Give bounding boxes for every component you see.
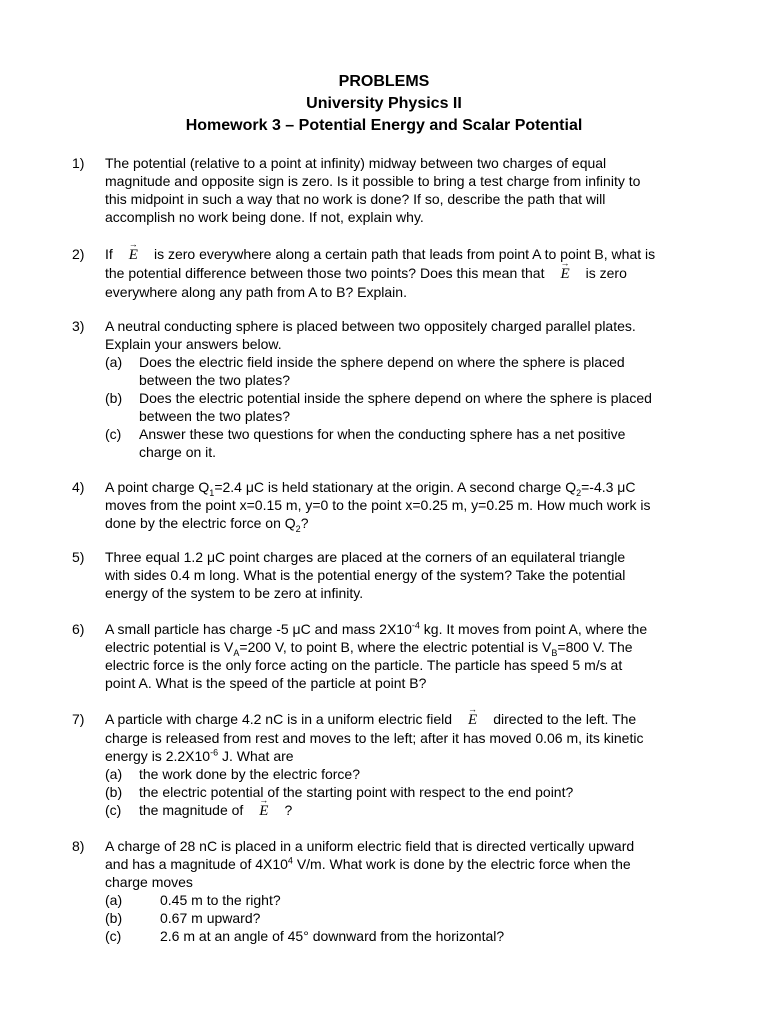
text-line: Three equal 1.2 μC point charges are placed at the corners of an equilateral triangle	[105, 549, 626, 565]
text-line: magnitude and opposite sign is zero. Is it possible to bring a test charge from infinity to	[105, 173, 641, 189]
text-line: electric force is the only force acting on the particle. The particle has speed 5 m/s at	[105, 657, 623, 673]
problem-number: 4)	[72, 479, 85, 495]
text-span: done by the electric force on Q	[105, 515, 296, 531]
sub-question-c	[105, 425, 712, 461]
text-line: everywhere along any path from A to B? Explain.	[105, 284, 407, 300]
text-line: the electric potential of the starting point with respect to the end point?	[139, 784, 574, 800]
text-line: The potential (relative to a point at infinity) midway between two charges of equal	[105, 155, 607, 171]
text-line: 0.45 m to the right?	[160, 892, 281, 908]
text-line: Does the electric field inside the sphere depend on where the sphere is placed	[139, 354, 625, 370]
text-span: is zero	[585, 265, 627, 281]
text-span: energy is 2.2X10	[105, 748, 211, 764]
text-span: =800 V. The	[557, 639, 633, 655]
sub-label: (c)	[105, 928, 122, 944]
text-span: A point charge Q	[105, 479, 210, 495]
text-line: Answer these two questions for when the conducting sphere has a net positive	[139, 426, 626, 442]
text-span: =-4.3 μC	[581, 479, 636, 495]
problem-8	[72, 837, 712, 945]
vector-e-symbol: → E	[558, 265, 571, 283]
superscript: -4	[411, 620, 420, 631]
text-line: accomplish no work being done. If not, explain why.	[105, 209, 424, 225]
text-line: charge on it.	[139, 444, 217, 460]
problem-5	[72, 548, 712, 602]
sub-question-b	[105, 783, 712, 801]
text-span: ?	[284, 802, 293, 818]
text-span: J. What are	[218, 748, 294, 764]
text-line: A neutral conducting sphere is placed between two oppositely charged parallel plates.	[105, 318, 636, 334]
text-line: energy of the system to be zero at infinity.	[105, 585, 364, 601]
superscript: -6	[210, 747, 219, 758]
problem-number: 2)	[72, 246, 85, 262]
text-line: 2.6 m at an angle of 45° downward from the horizontal?	[160, 928, 505, 944]
text-span: A particle with charge 4.2 nC is in a uniform electric field	[105, 711, 453, 727]
problem-7	[72, 710, 712, 820]
header-homework-title: Homework 3 – Potential Energy and Scalar Potential	[185, 117, 583, 134]
text-span: directed to the left. The	[493, 711, 637, 727]
text-line: A charge of 28 nC is placed in a uniform electric field that is directed vertically upward	[105, 838, 635, 854]
problem-number: 7)	[72, 711, 85, 727]
text-span: and has a magnitude of 4X10	[105, 856, 288, 872]
text-line: with sides 0.4 m long. What is the potential energy of the system? Take the potential	[105, 567, 626, 583]
text-span: the magnitude of	[139, 802, 244, 818]
subscript: 2	[295, 523, 301, 534]
problem-number: 6)	[72, 621, 85, 637]
text-line	[105, 855, 712, 873]
text-line	[105, 245, 712, 264]
sub-question-a	[105, 353, 712, 389]
subscript: B	[551, 647, 558, 658]
vector-e-symbol: → E	[127, 246, 140, 264]
sub-question-c	[105, 801, 712, 820]
sub-question-a	[105, 765, 712, 783]
text-span: kg. It moves from point A, where the	[419, 621, 648, 637]
text-line: the work done by the electric force?	[139, 766, 361, 782]
text-span: is zero everywhere along a certain path that leads from point A to point B, what is	[153, 246, 656, 262]
problem-number: 5)	[72, 549, 85, 565]
text-span: ?	[300, 515, 309, 531]
text-line	[105, 710, 712, 729]
sub-label: (a)	[105, 766, 123, 782]
text-line: charge moves	[105, 874, 193, 890]
text-span: A small particle has charge -5 μC and mass 2X10	[105, 621, 412, 637]
text-line: charge is released from rest and moves to the left; after it has moved 0.06 m, its kinetic	[105, 730, 644, 746]
text-line: 0.67 m upward?	[160, 910, 261, 926]
problem-6	[72, 620, 712, 692]
problem-number: 3)	[72, 318, 85, 334]
text-line: point A. What is the speed of the particle at point B?	[105, 675, 427, 691]
subscript: 2	[576, 487, 582, 498]
text-line: Explain your answers below.	[105, 336, 282, 352]
text-span: electric potential is V	[105, 639, 234, 655]
sub-label: (c)	[105, 802, 122, 818]
text-line: between the two plates?	[139, 408, 290, 424]
problem-3	[72, 317, 712, 461]
problem-number: 8)	[72, 838, 85, 854]
sub-label: (a)	[105, 354, 123, 370]
subscript: 1	[209, 487, 215, 498]
text-span: If	[105, 246, 113, 262]
sub-question-b	[105, 909, 712, 927]
text-span: the potential difference between those two points? Does this mean that	[105, 265, 545, 281]
vector-e-symbol: → E	[466, 711, 479, 729]
problem-1	[72, 154, 712, 226]
problem-2	[72, 245, 712, 301]
problem-number: 1)	[72, 155, 85, 171]
problem-4	[72, 478, 712, 532]
text-span: =200 V, to point B, where the electric potential is V	[239, 639, 552, 655]
sub-question-b	[105, 389, 712, 425]
sub-label: (a)	[105, 892, 123, 908]
text-span: V/m. What work is done by the electric force when the	[292, 856, 631, 872]
header-problems: PROBLEMS	[338, 73, 430, 90]
text-line	[105, 478, 712, 496]
subscript: A	[233, 647, 240, 658]
text-line	[105, 638, 712, 656]
text-line	[139, 801, 712, 820]
text-line	[105, 747, 712, 765]
sub-label: (c)	[105, 426, 122, 442]
sub-question-c	[105, 927, 712, 945]
text-line	[105, 264, 712, 283]
text-line: between the two plates?	[139, 372, 290, 388]
superscript: 4	[287, 855, 293, 866]
sub-question-a	[105, 891, 712, 909]
sub-label: (b)	[105, 784, 123, 800]
sub-label: (b)	[105, 910, 123, 926]
text-line	[105, 514, 712, 532]
sub-label: (b)	[105, 390, 123, 406]
text-line: moves from the point x=0.15 m, y=0 to the point x=0.25 m, y=0.25 m. How much work is	[105, 497, 651, 513]
text-span: =2.4 μC is held stationary at the origin. A second charge Q	[214, 479, 577, 495]
vector-e-symbol: → E	[257, 802, 270, 820]
text-line	[105, 620, 712, 638]
text-line: Does the electric potential inside the sphere depend on where the sphere is placed	[139, 390, 652, 406]
text-line: this midpoint in such a way that no work is done? If so, describe the path that will	[105, 191, 606, 207]
header-course: University Physics II	[306, 95, 462, 112]
